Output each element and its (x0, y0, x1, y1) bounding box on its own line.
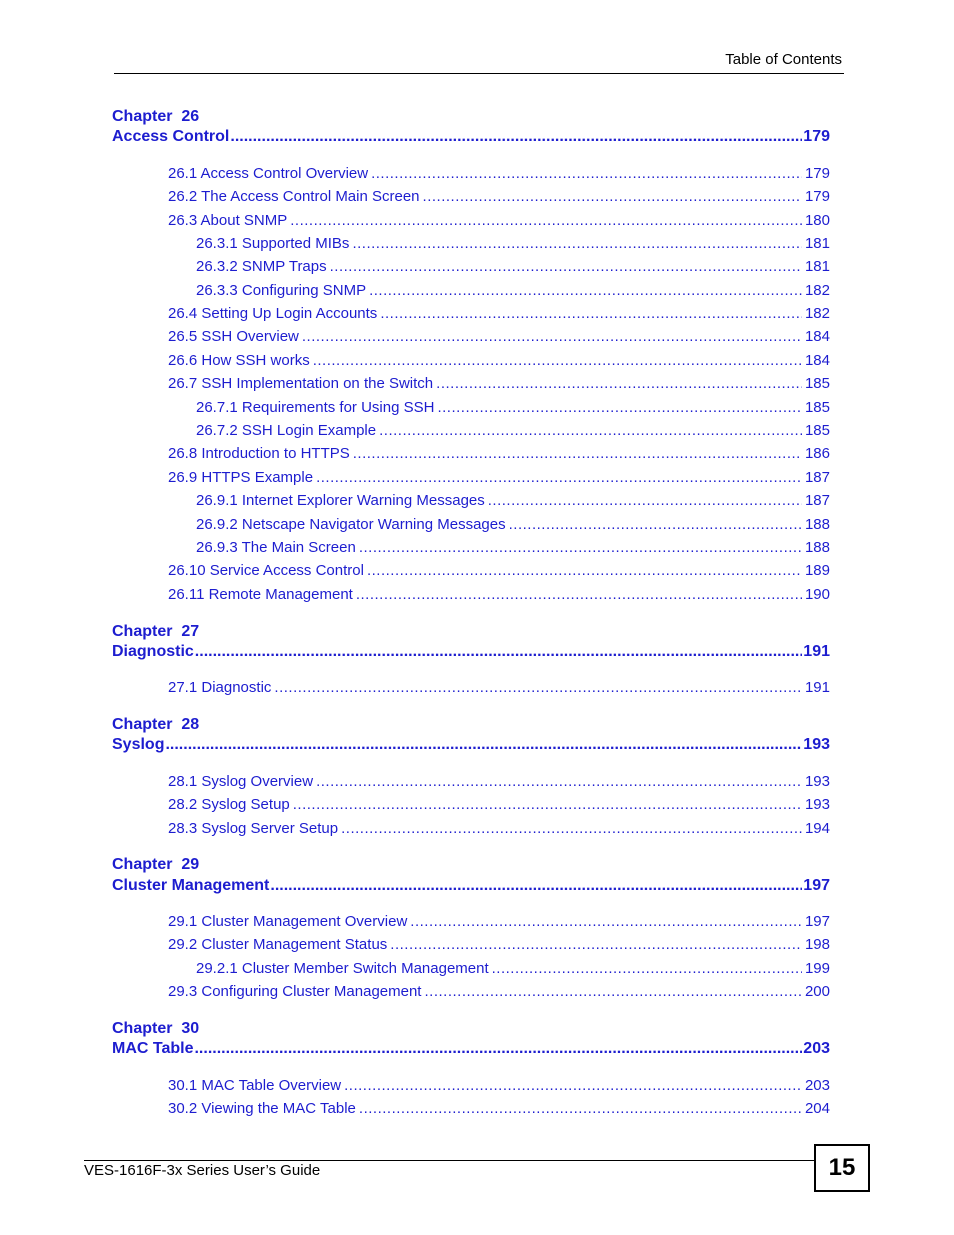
chapter-number: Chapter 29 (112, 856, 200, 873)
dot-leader (344, 1077, 802, 1094)
dot-leader (316, 773, 802, 790)
entry-title: 26.7 SSH Implementation on the Switch (168, 375, 434, 392)
entry-title: 26.3.3 Configuring SNMP (196, 282, 367, 299)
entry-page: 200 (804, 983, 830, 1000)
entry-page: 184 (804, 352, 830, 369)
entry-page: 193 (804, 796, 830, 813)
entry-page: 186 (804, 445, 830, 462)
entry-title: 29.1 Cluster Management Overview (168, 913, 408, 930)
chapter-title-link[interactable] (112, 128, 830, 148)
entry-title: 28.2 Syslog Setup (168, 796, 290, 813)
entry-page: 181 (804, 258, 830, 275)
entry-page: 187 (804, 469, 830, 486)
entry-title: 26.4 Setting Up Login Accounts (168, 305, 378, 322)
entry-page: 179 (804, 188, 830, 205)
entry-page: 182 (804, 282, 830, 299)
dot-leader (359, 1100, 802, 1117)
entry-page: 190 (804, 586, 830, 603)
dot-leader (290, 212, 802, 229)
dot-leader (316, 469, 802, 486)
chapter-page: 203 (803, 1040, 830, 1057)
entry-title: 26.3.1 Supported MIBs (196, 235, 350, 252)
entry-title: 30.2 Viewing the MAC Table (168, 1100, 356, 1117)
entry-title: 29.2.1 Cluster Member Switch Management (196, 960, 489, 977)
page-number: 15 (828, 1154, 856, 1181)
toc-entry[interactable] (168, 212, 830, 230)
entry-page: 182 (804, 305, 830, 322)
chapter-page: 193 (803, 736, 830, 753)
entry-title: 26.8 Introduction to HTTPS (168, 445, 350, 462)
dot-leader (313, 352, 802, 369)
entry-title: 26.11 Remote Management (168, 586, 353, 603)
toc-entry[interactable] (168, 352, 830, 370)
toc-entry[interactable] (168, 913, 830, 931)
entry-page: 191 (804, 679, 830, 696)
dot-leader (270, 877, 802, 895)
entry-title: 26.10 Service Access Control (168, 562, 364, 579)
entry-title: 28.1 Syslog Overview (168, 773, 314, 790)
dot-leader (367, 562, 802, 579)
entry-title: 26.2 The Access Control Main Screen (168, 188, 420, 205)
toc-entry[interactable] (168, 1100, 830, 1118)
entry-title: 29.3 Configuring Cluster Management (168, 983, 422, 1000)
toc-entry[interactable] (168, 328, 830, 346)
entry-title: 26.7.1 Requirements for Using SSH (196, 399, 435, 416)
entry-page: 203 (804, 1077, 830, 1094)
dot-leader (353, 445, 802, 462)
chapter-number: Chapter 28 (112, 716, 200, 733)
dot-leader (330, 258, 802, 275)
entry-page: 198 (804, 936, 830, 953)
toc-entry[interactable] (168, 188, 830, 206)
entry-title: 26.9 HTTPS Example (168, 469, 314, 486)
dot-leader (436, 375, 802, 392)
toc-subentry[interactable] (196, 235, 830, 253)
toc-entry[interactable] (168, 445, 830, 463)
header-section-title: Table of Contents (725, 51, 842, 68)
toc-subentry[interactable] (196, 282, 830, 300)
entry-title: 27.1 Diagnostic (168, 679, 272, 696)
entry-title: 28.3 Syslog Server Setup (168, 820, 339, 837)
entry-page: 197 (804, 913, 830, 930)
dot-leader (492, 960, 802, 977)
dot-leader (356, 586, 802, 603)
dot-leader (302, 328, 802, 345)
chapter-title: MAC Table (112, 1040, 194, 1057)
toc-entry[interactable] (168, 586, 830, 604)
entry-title: 26.5 SSH Overview (168, 328, 299, 345)
chapter-page: 191 (803, 643, 830, 660)
chapter-title-link[interactable] (112, 736, 830, 756)
toc-subentry[interactable] (196, 258, 830, 276)
entry-page: 185 (804, 375, 830, 392)
dot-leader (341, 820, 802, 837)
dot-leader (509, 516, 802, 533)
entry-page: 189 (804, 562, 830, 579)
chapter-number: Chapter 27 (112, 623, 200, 640)
entry-page: 181 (804, 235, 830, 252)
entry-title: 26.3.2 SNMP Traps (196, 258, 327, 275)
toc-entry[interactable] (168, 796, 830, 814)
dot-leader (410, 913, 802, 930)
dot-leader (293, 796, 802, 813)
entry-title: 29.2 Cluster Management Status (168, 936, 388, 953)
toc-entry[interactable] (168, 165, 830, 183)
dot-leader (230, 128, 802, 146)
chapter-title-link[interactable] (112, 643, 830, 663)
chapter-page: 197 (803, 877, 830, 894)
toc-entry[interactable] (168, 983, 830, 1001)
dot-leader (359, 539, 802, 556)
entry-title: 26.9.1 Internet Explorer Warning Messages (196, 492, 485, 509)
entry-page: 188 (804, 516, 830, 533)
entry-title: 30.1 MAC Table Overview (168, 1077, 342, 1094)
toc-subentry[interactable] (196, 422, 830, 440)
dot-leader (488, 492, 802, 509)
entry-page: 188 (804, 539, 830, 556)
toc-entry[interactable] (168, 562, 830, 580)
entry-page: 193 (804, 773, 830, 790)
toc-entry[interactable] (168, 1077, 830, 1095)
entry-page: 199 (804, 960, 830, 977)
dot-leader (194, 1040, 802, 1058)
toc-entry[interactable] (168, 469, 830, 487)
dot-leader (274, 679, 802, 696)
entry-page: 187 (804, 492, 830, 509)
page-number-box (814, 1144, 870, 1192)
toc-subentry[interactable] (196, 516, 830, 534)
chapter-title: Access Control (112, 128, 230, 145)
chapter-title: Diagnostic (112, 643, 194, 660)
toc-subentry[interactable] (196, 539, 830, 557)
footer-divider (84, 1160, 815, 1161)
entry-page: 185 (804, 399, 830, 416)
entry-page: 180 (804, 212, 830, 229)
entry-page: 204 (804, 1100, 830, 1117)
entry-title: 26.7.2 SSH Login Example (196, 422, 377, 439)
entry-title: 26.6 How SSH works (168, 352, 310, 369)
footer-guide-title: VES-1616F-3x Series User’s Guide (84, 1162, 321, 1179)
chapter-number: Chapter 30 (112, 1020, 200, 1037)
entry-title: 26.9.3 The Main Screen (196, 539, 356, 556)
entry-page: 184 (804, 328, 830, 345)
dot-leader (352, 235, 802, 252)
chapter-page: 179 (803, 128, 830, 145)
chapter-title-link[interactable] (112, 877, 830, 897)
chapter-title: Cluster Management (112, 877, 270, 894)
toc-entry[interactable] (168, 773, 830, 791)
entry-title: 26.1 Access Control Overview (168, 165, 369, 182)
header-divider (114, 73, 844, 74)
dot-leader (390, 936, 802, 953)
chapter-number: Chapter 26 (112, 108, 200, 125)
toc-entry[interactable] (168, 820, 830, 838)
dot-leader (379, 422, 802, 439)
toc-subentry[interactable] (196, 960, 830, 978)
dot-leader (165, 736, 802, 754)
dot-leader (423, 188, 802, 205)
dot-leader (437, 399, 802, 416)
entry-title: 26.3 About SNMP (168, 212, 288, 229)
dot-leader (195, 643, 803, 661)
toc-entry[interactable] (168, 679, 830, 697)
toc-entry[interactable] (168, 305, 830, 323)
entry-page: 185 (804, 422, 830, 439)
dot-leader (424, 983, 801, 1000)
toc-entry[interactable] (168, 375, 830, 393)
toc-subentry[interactable] (196, 399, 830, 417)
toc-entry[interactable] (168, 936, 830, 954)
dot-leader (380, 305, 802, 322)
chapter-title-link[interactable] (112, 1040, 830, 1060)
dot-leader (369, 282, 802, 299)
dot-leader (371, 165, 802, 182)
entry-page: 194 (804, 820, 830, 837)
entry-page: 179 (804, 165, 830, 182)
entry-title: 26.9.2 Netscape Navigator Warning Messages (196, 516, 506, 533)
chapter-title: Syslog (112, 736, 165, 753)
toc-subentry[interactable] (196, 492, 830, 510)
